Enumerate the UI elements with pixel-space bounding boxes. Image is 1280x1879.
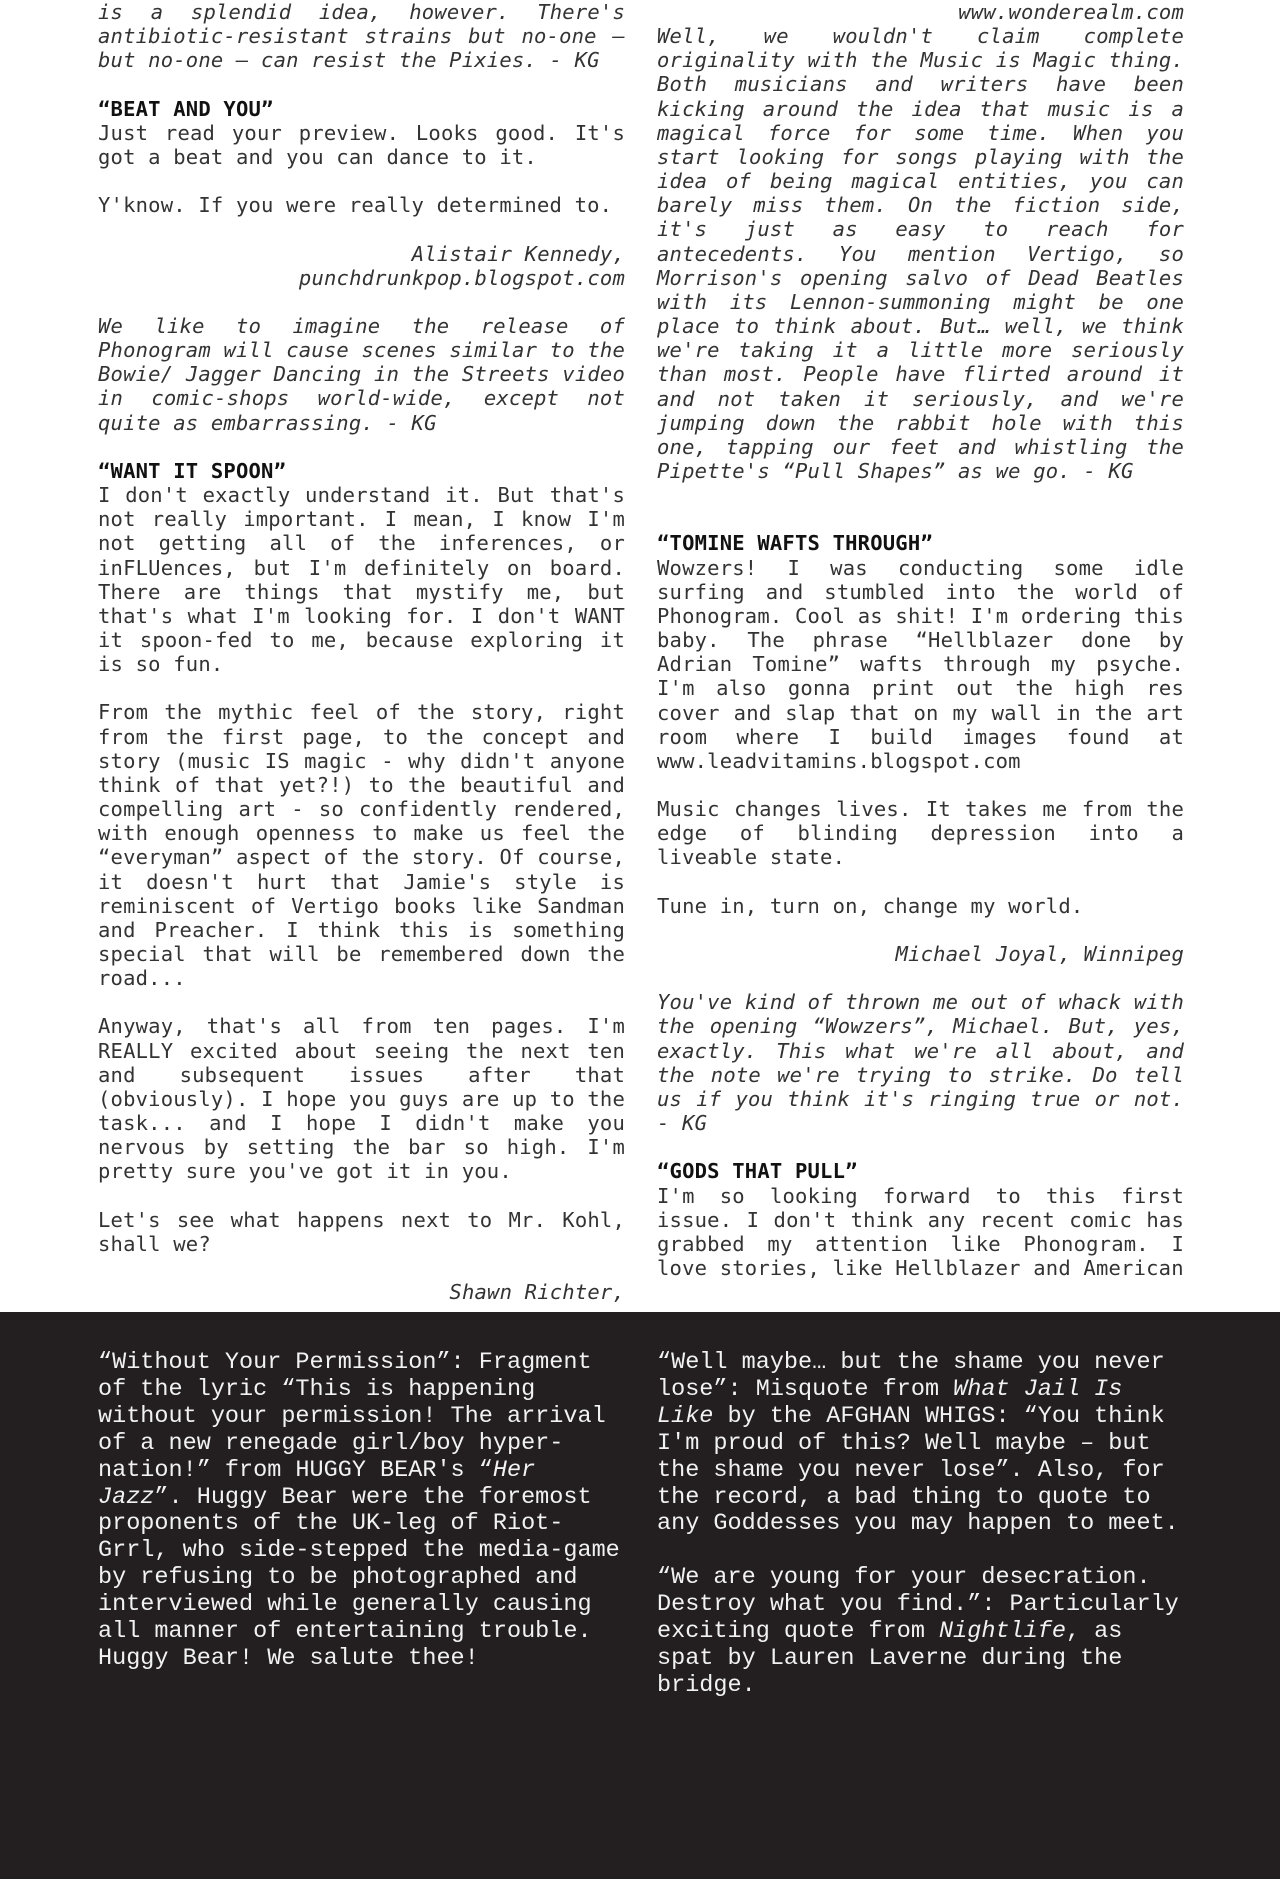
- footnotes-right-column: [657, 1350, 1189, 1700]
- letter-signature-name: Alistair Kennedy,: [411, 241, 625, 266]
- letter-heading-want-it-spoon: “WANT IT SPOON”: [98, 458, 287, 483]
- letter-body: Anyway, that's all from ten pages. I'm REALLY excited about seeing the next ten and subsequent issues after that (obviously). I hope you guys are up to the task... and I hope I didn't make you nervous by setting the bar so high. I'm pretty sure you've got it in you.: [98, 1014, 625, 1184]
- letter-body: Just read your preview. Looks good. It's got a beat and you can dance to it.: [98, 120, 625, 169]
- letter-body: From the mythic feel of the story, right from the first page, to the concept and story (music IS magic - why didn't anyone think of that yet?!) to the beautiful and compelling art - so confidently rendered, with enough openness to make us feel the “everyman” aspect of the story. Of course, it doesn't hurt that Jamie's style is reminiscent of Vertigo books like Sandman and Preacher. I think this is something special that will be remembered down the road...: [98, 700, 625, 991]
- letters-left-column: [98, 0, 625, 1304]
- editor-reply: You've kind of thrown me out of whack with the opening “Wowzers”, Michael. But, yes, exactly. This what we're all about, and the note we're trying to strike. Do tell us if you think it's ringing true or not. - KG: [657, 990, 1184, 1136]
- letter-body: I don't exactly understand it. But that's not really important. I mean, I know I'm not getting all of the inferences, or inFLUences, but I'm definitely on board. There are things that mystify me, but that's what I'm looking for. I don't WANT it spoon-fed to me, because exploring it is so fun.: [98, 483, 625, 677]
- letter-signature-name: Michael Joyal, Winnipeg: [895, 942, 1184, 967]
- letter-signature-site: punchdrunkpop.blogspot.com: [298, 265, 625, 290]
- letter-body: I'm so looking forward to this first issue. I don't think any recent comic has grabbed my attention like Phonogram. I love stories, like Hellblazer and American: [657, 1183, 1184, 1281]
- letter-signature-name: Shawn Richter,: [449, 1280, 625, 1305]
- letter-body: Y'know. If you were really determined to.: [98, 193, 613, 218]
- editor-reply-pixies: is a splendid idea, however. There's antibiotic-resistant strains but no-one – but no-one – can resist the Pixies. - KG: [98, 0, 625, 73]
- letters-right-column: [657, 0, 1184, 1280]
- footnote-well-maybe: “Well maybe… but the shame you never lose”: Misquote from What Jail Is Like by the AFGHAN WHIGS: “You think I'm proud of this? Well maybe – but the shame you never lose”. Also, for the record, a bad thing to quote to any Goddesses you may happen to meet.: [657, 1349, 1179, 1538]
- editor-reply: We like to imagine the release of Phonogram will cause scenes similar to the Bowie/ Jagger Dancing in the Streets video in comic-shops world-wide, except not quite as embarrassing. - KG: [98, 313, 625, 435]
- letter-heading-beat-and-you: “BEAT AND YOU”: [98, 96, 274, 121]
- letter-body: Tune in, turn on, change my world.: [657, 893, 1084, 918]
- letter-body: Wowzers! I was conducting some idle surfing and stumbled into the world of Phonogram. Cool as shit! I'm ordering this baby. The phrase “Hellblazer done by Adrian Tomine” wafts through my psyche. I'm also gonna print out the high res cover and slap that on my wall in the art room where I build images found at www.leadvitamins.blogspot.com: [657, 555, 1184, 773]
- footnotes-left-column: [98, 1350, 630, 1673]
- letter-signature-site: www.wonderealm.com: [958, 0, 1184, 24]
- footnote-we-are-young: “We are young for your desecration. Destroy what you find.”: Particularly exciting quote from Nightlife, as spat by Lauren Laverne during the bridge.: [657, 1564, 1179, 1699]
- footnotes-panel: [0, 1312, 1280, 1879]
- letter-heading-tomine-wafts-through: “TOMINE WAFTS THROUGH”: [657, 531, 933, 556]
- footnote-without-your-permission: “Without Your Permission”: Fragment of the lyric “This is happening without your permission! The arrival of a new renegade girl/boy hyper-nation!” from HUGGY BEAR's “Her Jazz”. Huggy Bear were the foremost proponents of the UK-leg of Riot-Grrl, who side-stepped the media-game by refusing to be photographed and interviewed while generally causing all manner of entertaining trouble. Huggy Bear! We salute thee!: [98, 1349, 620, 1672]
- letter-body: Let's see what happens next to Mr. Kohl, shall we?: [98, 1207, 625, 1256]
- letter-body: Music changes lives. It takes me from the edge of blinding depression into a liveable state.: [657, 797, 1184, 870]
- letter-heading-gods-that-pull: “GODS THAT PULL”: [657, 1159, 858, 1184]
- editor-reply: Well, we wouldn't claim complete originality with the Music is Magic thing. Both musicians and writers have been kicking around the idea that music is a magical force for some time. When you start looking for songs playing with the idea of being magical entities, you can barely miss them. On the fiction side, it's just as easy to reach for antecedents. You mention Vertigo, so Morrison's opening salvo of Dead Beatles with its Lennon-summoning might be one place to think about. But… well, we think we're taking it a little more seriously than most. People have flirted around it and not taken it seriously, and we're jumping down the rabbit hole with this one, tapping our feet and whistling the Pipette's “Pull Shapes” as we go. - KG: [657, 24, 1184, 483]
